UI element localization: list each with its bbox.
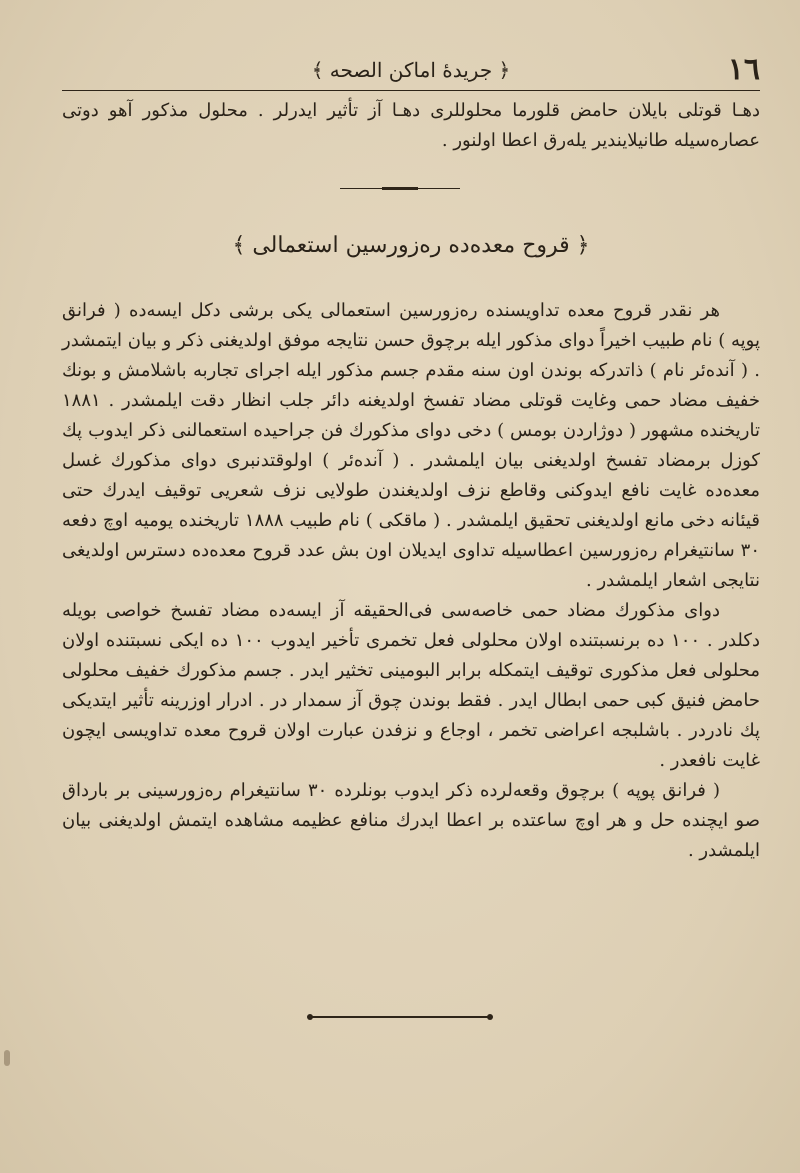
page-edge-mark [4, 1050, 10, 1066]
intro-paragraph-block [62, 96, 760, 156]
page-number: ١٦ [727, 52, 760, 87]
section-divider [340, 186, 460, 192]
article-paragraph-1: هر نقدر قروح معده تداويسنده رەزورسين استعمالى يكى برشى دكل ايسه‌ده ( فرانق پوپه ) نام طبيب اخيراً دواى مذكور ايله برچوق حسن نتايجه موفق اولديغنى ذكر و بيان ايتمشدر . ( آندەئر نام ) ذاتدركه بوندن اون سنه مقدم جسم مذكور ايله اجراى تجاربه باشلامش و بونك خفيف مضاد حمى وغايت قوتلى مضاد تفسخ اولديغنه دائر جلب انظار دقت ايلمشدر . ١٨٨١ تاريخنده مشهور ( دوژاردن بومس ) دخى دواى مذكورك فن جراحيده استعمالنى ذكر ايدوب پك كوزل برمضاد تفسخ اولديغنى بيان ايلمشدر . ( آندەئر ) اولوقتدنبرى دواى مذكورك غسل معده‌ده غايت نافع ايدوكنى وقاطع نزف اولديغندن طولايى نزف شعريى توقيف ايدرك حتى قيئانه دخى مانع اولديغنى تحقيق ايلمشدر . ( ماقكى ) نام طبيب ١٨٨٨ تاريخنده يوميه اوچ دفعه ٣٠ سانتيغرام رەزورسين اعطاسيله تداوى ايديلان اون بش عدد قروح معده‌ده دسترس اولديغى نتايجى اشعار ايلمشدر . [62, 300, 760, 591]
running-head: ﴿ جريدهٔ اماكن الصحه ﴾ [311, 58, 511, 82]
article-paragraph-3: ( فرانق پوپه ) برچوق وقعه‌لرده ذكر ايدوب بونلرده ٣٠ سانتيغرام رەزورسينى بر بارداق صو ايچنده حل و هر اوچ ساعتده بر اعطا ايدرك منافع عظيمه مشاهده ايتمش اولديغنى بيان ايلمشدر . [62, 780, 760, 861]
section-title: ﴿ قروح معده‌ده رەزورسين استعمالى ﴾ [232, 233, 590, 258]
article-body [62, 296, 760, 866]
intro-paragraph: دهـا قوتلى بايلان حامض قلورما محلوللرى دهـا آز تأثير ايدرلر . محلول مذكور آهو دوتى عصاره‌سيله طانيلايندير يله‌رق اعطا اولنور . [62, 100, 760, 151]
article-paragraph-2: دواى مذكورك مضاد حمى خاصه‌سى فى‌الحقيقه آز ايسه‌ده مضاد تفسخ خواصى بويله دكلدر . ١٠٠ ده برنسبتنده اولان محلولى فعل تخمرى تأخير ايدوب ١٠٠ ده ايكى نسبتنده اولان محلولى فعل مذكورى توقيف ايتمكله برابر البومينى تخثير ايدر . جسم مذكورك خفيف محلولى حامض فنيق كبى حمى ابطال ايدر . فقط بوندن چوق آز سمدار در . ادرار اوزرينه تأثير ايتديكى پك نادردر . باشلبجه اعراضى تخمر ، اوجاع و نزفدن عبارت اولان قروح معده تداويسى ايچون غايت نافعدر . [62, 600, 760, 771]
header-rule [62, 90, 760, 91]
page-header [62, 50, 760, 90]
end-ornament-rule [310, 1014, 490, 1020]
